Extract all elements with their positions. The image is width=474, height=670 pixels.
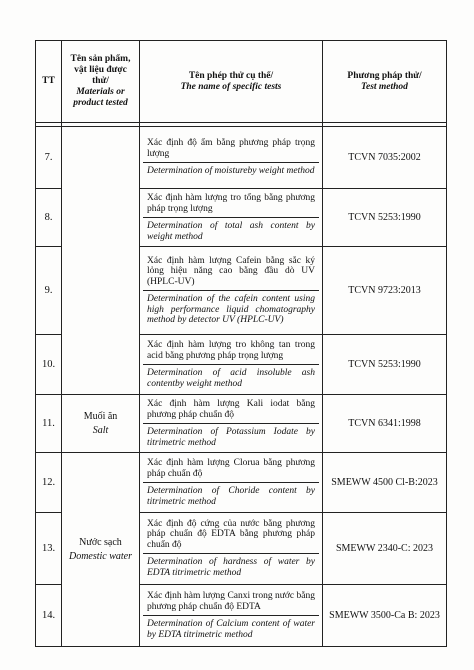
row-number: 11. bbox=[36, 395, 62, 453]
test-name-en: Determination of Potassium Iodate by titrimetric method bbox=[147, 427, 315, 448]
test-name-vi: Xác định hàm lượng tro không tan trong acid bằng phương pháp trọng lượng bbox=[143, 336, 319, 365]
test-cell bbox=[140, 127, 323, 189]
table-row bbox=[36, 453, 447, 513]
test-name-en: Determination of the cafein content using high performance liquid chomatography method by detector UV (HPLC-UV) bbox=[147, 294, 315, 325]
test-name-en: Determination of moistureby weight method bbox=[147, 166, 315, 177]
method-cell: TCVN 6341:1998 bbox=[323, 395, 447, 453]
header-test-vi: Tên phép thử cụ thể/ bbox=[188, 70, 274, 81]
test-methods-table bbox=[35, 40, 447, 647]
header-product bbox=[62, 41, 140, 123]
test-name-vi: Xác định hàm lượng Cafein bằng sắc ký lỏng hiệu năng cao bằng đầu dò UV (HPLC-UV) bbox=[143, 252, 319, 292]
method-cell: SMEWW 3500-Ca B: 2023 bbox=[323, 585, 447, 647]
header-method-vi: Phương pháp thử/ bbox=[347, 70, 422, 81]
test-name-en: Determination of acid insoluble ash contentby weight method bbox=[147, 368, 315, 389]
method-cell: TCVN 5253:1990 bbox=[323, 189, 447, 247]
test-cell bbox=[140, 585, 323, 647]
test-name-en: Determination of Calcium content of water by EDTA titrimetric method bbox=[147, 619, 315, 640]
test-cell bbox=[140, 513, 323, 585]
row-number: 7. bbox=[36, 127, 62, 189]
method-cell: TCVN 9723:2013 bbox=[323, 247, 447, 335]
header-method-en: Test method bbox=[361, 81, 408, 92]
product-name-en: Domestic water bbox=[68, 550, 133, 562]
test-cell bbox=[140, 395, 323, 453]
method-cell: TCVN 7035:2002 bbox=[323, 127, 447, 189]
product-cell bbox=[62, 453, 140, 647]
product-cell bbox=[62, 127, 140, 395]
row-number: 10. bbox=[36, 335, 62, 395]
test-cell bbox=[140, 247, 323, 335]
test-name-vi: Xác định hàm lượng Clorua bằng phương pháp chuẩn độ bbox=[143, 454, 319, 483]
row-number: 14. bbox=[36, 585, 62, 647]
header-method bbox=[323, 41, 447, 123]
test-name-vi: Xác định độ ẩm bằng phương pháp trọng lượng bbox=[143, 134, 319, 163]
header-test bbox=[140, 41, 323, 123]
row-number: 12. bbox=[36, 453, 62, 513]
product-cell bbox=[62, 395, 140, 453]
header-tt: TT bbox=[36, 41, 62, 123]
test-name-vi: Xác định hàm lượng tro tổng bằng phương pháp trọng lượng bbox=[143, 189, 319, 218]
test-name-en: Determination of total ash content by weight method bbox=[147, 221, 315, 242]
test-cell bbox=[140, 335, 323, 395]
method-cell: SMEWW 2340-C: 2023 bbox=[323, 513, 447, 585]
header-product-vi: Tên sản phẩm, vật liệu được thử/ bbox=[70, 54, 131, 86]
product-name-vi: Muối ăn bbox=[83, 410, 118, 422]
product-name-vi: Nước sạch bbox=[79, 536, 122, 548]
test-cell bbox=[140, 189, 323, 247]
test-cell bbox=[140, 453, 323, 513]
test-name-vi: Xác định hàm lượng Canxi trong nước bằng phương pháp chuẩn độ EDTA bbox=[143, 587, 319, 616]
product-name-en: Salt bbox=[92, 424, 109, 436]
row-number: 9. bbox=[36, 247, 62, 335]
test-name-en: Determination of Choride content by titrimetric method bbox=[147, 486, 315, 507]
table-row bbox=[36, 395, 447, 453]
header-product-en: Materials or product tested bbox=[73, 87, 128, 108]
method-cell: SMEWW 4500 Cl-B:2023 bbox=[323, 453, 447, 513]
method-cell: TCVN 5253:1990 bbox=[323, 335, 447, 395]
table-row bbox=[36, 127, 447, 189]
test-name-en: Determination of hardness of water by EDTA titrimetric method bbox=[147, 557, 315, 578]
test-name-vi: Xác định độ cứng của nước bằng phương pháp chuẩn độ EDTA bằng phương pháp chuẩn độ bbox=[143, 515, 319, 555]
table-header-row bbox=[36, 41, 447, 123]
row-number: 8. bbox=[36, 189, 62, 247]
test-name-vi: Xác định hàm lượng Kali iodat bằng phương pháp chuẩn độ bbox=[143, 395, 319, 424]
row-number: 13. bbox=[36, 513, 62, 585]
header-test-en: The name of specific tests bbox=[180, 81, 282, 92]
